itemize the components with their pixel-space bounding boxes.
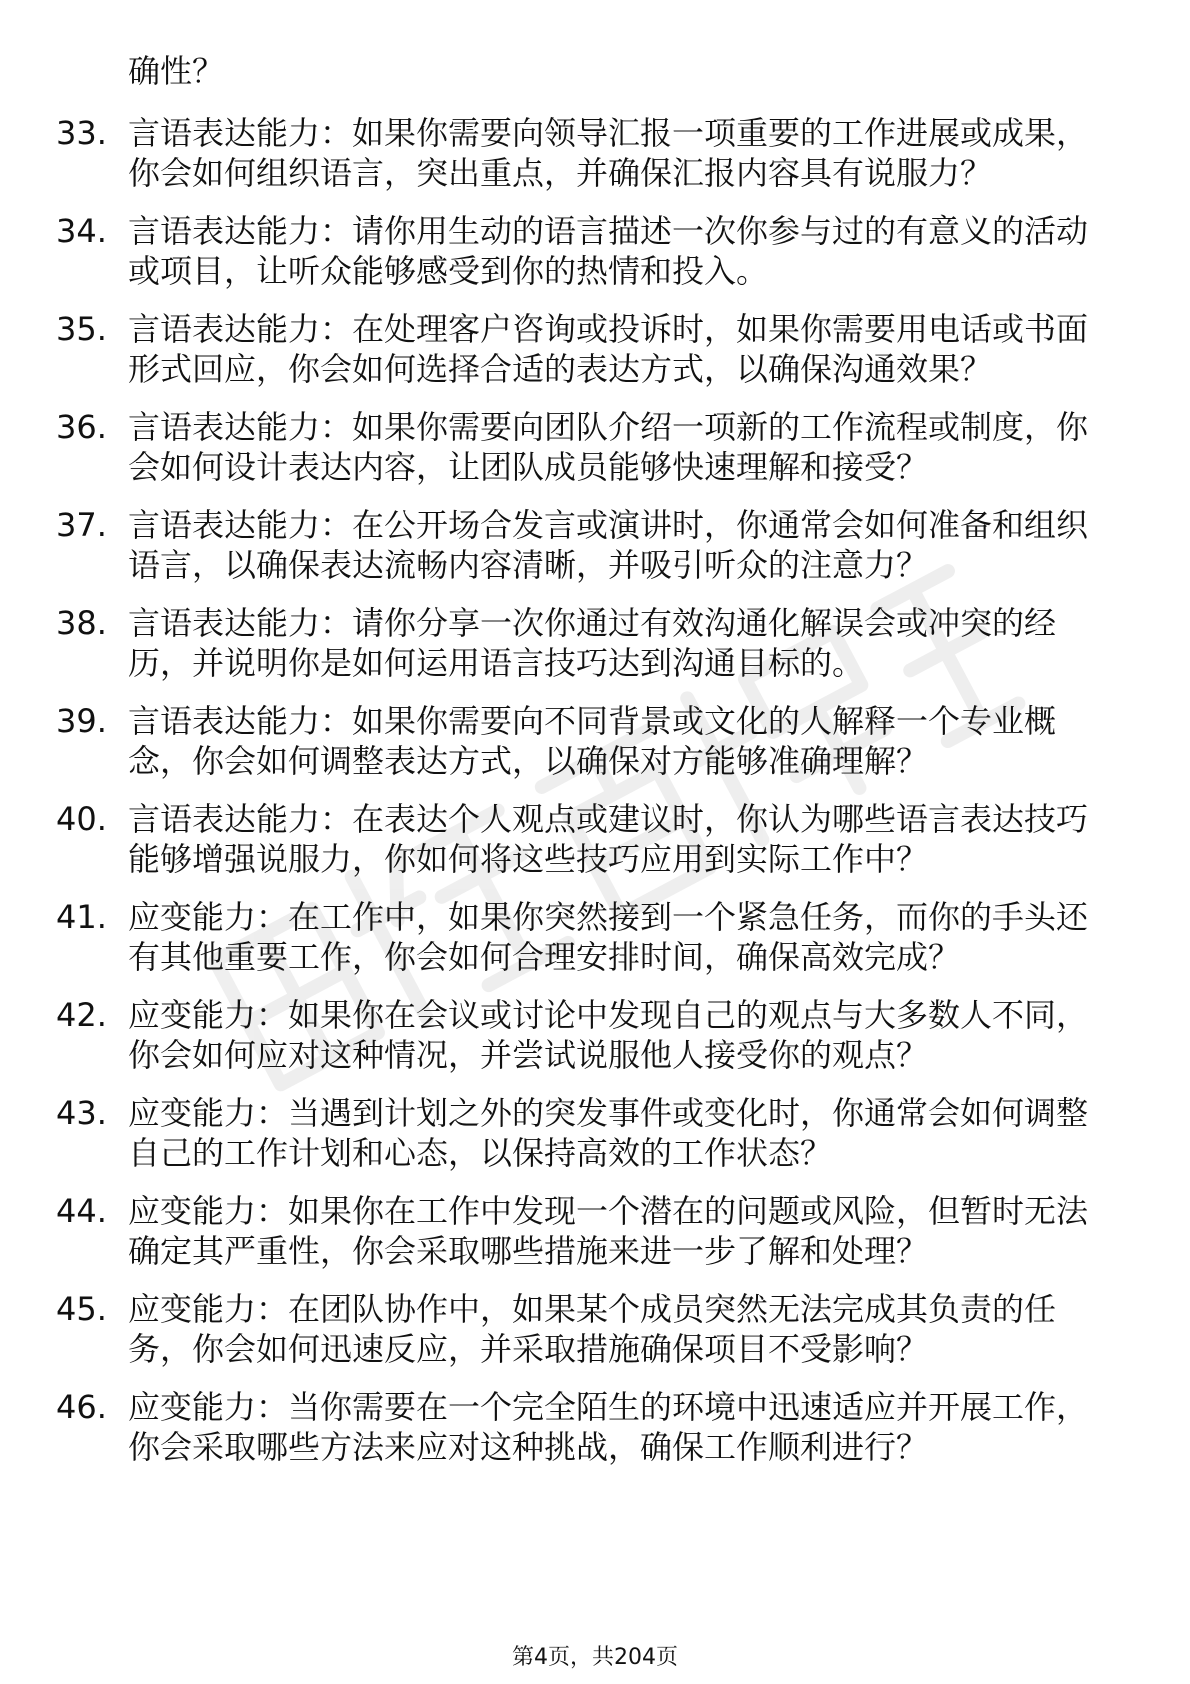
question-number: 41. — [56, 898, 107, 936]
question-text: 言语表达能力：在公开场合发言或演讲时，你通常会如何准备和组织语言，以确保表达流畅内容清晰，并吸引听众的注意力？ — [128, 506, 1089, 584]
question-number: 34. — [56, 212, 107, 250]
list-item — [56, 408, 1116, 487]
question-number: 39. — [56, 702, 107, 740]
question-number: 45. — [56, 1290, 107, 1328]
question-text: 应变能力：在团队协作中，如果某个成员突然无法完成其负责的任务，你会如何迅速反应，并采取措施确保项目不受影响？ — [128, 1290, 1057, 1368]
question-number: 35. — [56, 310, 107, 348]
list-item — [56, 310, 1116, 389]
list-item — [56, 604, 1116, 683]
question-text: 应变能力：如果你在会议或讨论中发现自己的观点与大多数人不同，你会如何应对这种情况，并尝试说服他人接受你的观点？ — [128, 996, 1089, 1074]
question-number: 36. — [56, 408, 107, 446]
list-item — [56, 1192, 1116, 1271]
question-text: 言语表达能力：在表达个人观点或建议时，你认为哪些语言表达技巧能够增强说服力，你如何将这些技巧应用到实际工作中？ — [128, 800, 1089, 878]
question-text: 应变能力：如果你在工作中发现一个潜在的问题或风险，但暂时无法确定其严重性，你会采取哪些措施来进一步了解和处理？ — [128, 1192, 1089, 1270]
question-text: 言语表达能力：如果你需要向团队介绍一项新的工作流程或制度，你会如何设计表达内容，让团队成员能够快速理解和接受？ — [128, 408, 1089, 486]
list-item — [56, 1094, 1116, 1173]
list-item — [56, 800, 1116, 879]
list-item — [56, 1388, 1116, 1467]
question-text: 言语表达能力：如果你需要向领导汇报一项重要的工作进展或成果，你会如何组织语言，突出重点，并确保汇报内容具有说服力？ — [128, 114, 1089, 192]
question-number: 46. — [56, 1388, 107, 1426]
continuation-text: 确性？ — [128, 52, 225, 90]
list-item — [56, 996, 1116, 1075]
question-number: 33. — [56, 114, 107, 152]
list-item — [56, 1290, 1116, 1369]
question-text: 应变能力：当遇到计划之外的突发事件或变化时，你通常会如何调整自己的工作计划和心态，以保持高效的工作状态？ — [128, 1094, 1089, 1172]
question-text: 言语表达能力：请你用生动的语言描述一次你参与过的有意义的活动或项目，让听众能够感受到你的热情和投入。 — [128, 212, 1089, 290]
question-text: 言语表达能力：在处理客户咨询或投诉时，如果你需要用电话或书面形式回应，你会如何选择合适的表达方式，以确保沟通效果？ — [128, 310, 1089, 388]
list-item — [56, 898, 1116, 977]
question-number: 38. — [56, 604, 107, 642]
page-footer: 第4页，共204页 — [512, 1645, 678, 1670]
question-number: 37. — [56, 506, 107, 544]
list-item — [56, 506, 1116, 585]
list-item — [56, 114, 1116, 193]
list-item — [56, 212, 1116, 291]
question-text: 言语表达能力：请你分享一次你通过有效沟通化解误会或冲突的经历，并说明你是如何运用语言技巧达到沟通目标的。 — [128, 604, 1057, 682]
question-text: 应变能力：当你需要在一个完全陌生的环境中迅速适应并开展工作，你会采取哪些方法来应对这种挑战，确保工作顺利进行？ — [128, 1388, 1089, 1466]
question-number: 42. — [56, 996, 107, 1034]
question-number: 40. — [56, 800, 107, 838]
question-number: 44. — [56, 1192, 107, 1230]
list-item — [56, 702, 1116, 781]
question-list — [56, 114, 1116, 1486]
question-number: 43. — [56, 1094, 107, 1132]
question-text: 应变能力：在工作中，如果你突然接到一个紧急任务，而你的手头还有其他重要工作，你会如何合理安排时间，确保高效完成？ — [128, 898, 1089, 976]
question-text: 言语表达能力：如果你需要向不同背景或文化的人解释一个专业概念，你会如何调整表达方式，以确保对方能够准确理解？ — [128, 702, 1057, 780]
